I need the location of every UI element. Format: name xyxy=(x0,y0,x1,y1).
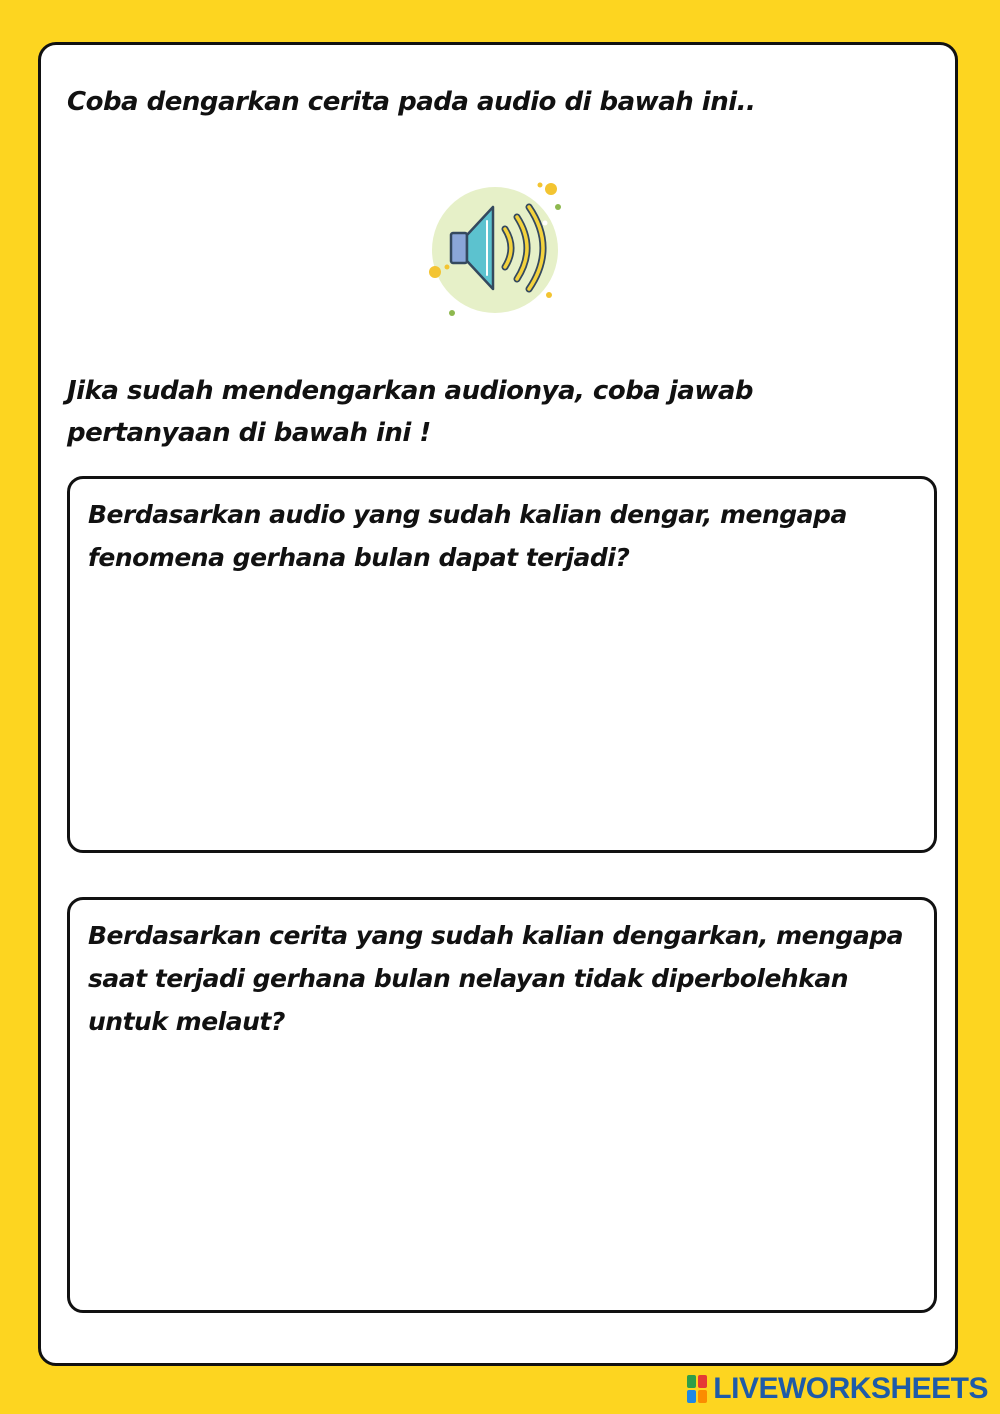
question-box-2 xyxy=(67,897,937,1313)
question-box-1 xyxy=(67,476,937,853)
listen-instruction: Coba dengarkan cerita pada audio di bawah ini.. xyxy=(67,87,756,117)
answer-2-input[interactable] xyxy=(88,1010,916,1294)
question-2-text: Berdasarkan cerita yang sudah kalian dengarkan, mengapa saat terjadi gerhana bulan nelayan tidak diperbolehkan untuk melaut? xyxy=(88,921,903,1036)
audio-play-button[interactable] xyxy=(421,177,571,322)
question-1-text: Berdasarkan audio yang sudah kalian dengar, mengapa fenomena gerhana bulan dapat terjadi? xyxy=(88,500,847,572)
speaker-icon xyxy=(421,177,571,322)
liveworksheets-logo xyxy=(687,1372,988,1406)
logo-icon xyxy=(687,1375,707,1403)
logo-text: LIVEWORKSHEETS xyxy=(713,1372,988,1405)
answer-1-input[interactable] xyxy=(88,589,916,834)
worksheet-page xyxy=(38,42,958,1366)
answer-instruction: Jika sudah mendengarkan audionya, coba jawab pertanyaan di bawah ini ! xyxy=(67,376,754,448)
